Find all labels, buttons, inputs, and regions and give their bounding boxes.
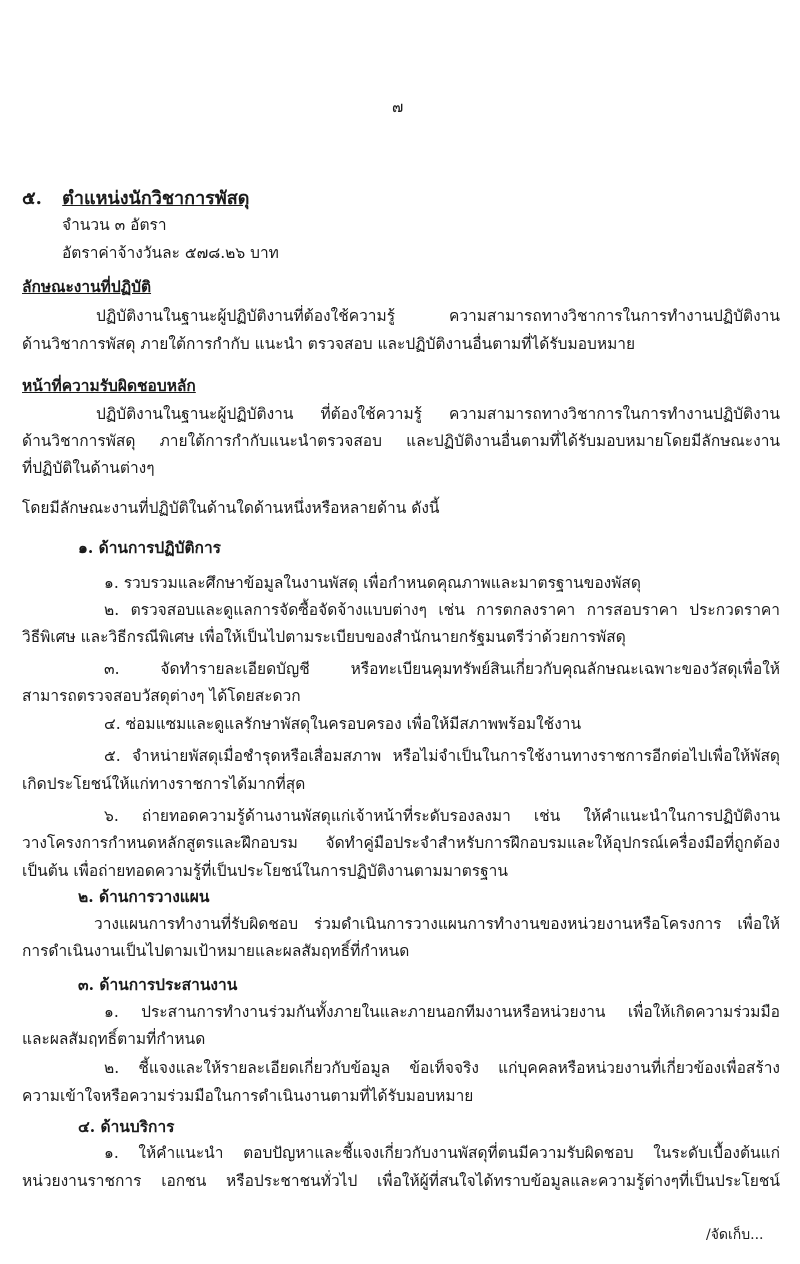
section-heading: ๑. ด้านการปฏิบัติการ xyxy=(78,538,221,557)
section-heading: ๔. ด้านบริการ xyxy=(78,1117,175,1136)
section-heading: ๓. ด้านการประสานงาน xyxy=(78,975,238,994)
page-number: ๗ xyxy=(392,98,404,116)
section-heading: ๒. ด้านการวางแผน xyxy=(78,887,210,906)
section-line: วางโครงการกำหนดหลักสูตรและฝึกอบรม จัดทำคู่มือประจำสำหรับการฝึกอบรมและให้อุปกรณ์เครื่องมือที่ถูกต้อง xyxy=(22,834,780,852)
section-line: วางแผนการทำงานที่รับผิดชอบ ร่วมดำเนินการวางแผนการทำงานของหน่วยงานหรือโครงการ เพื่อให้ xyxy=(94,915,780,933)
section-line: ๓. จัดทำรายละเอียดบัญชี หรือทะเบียนคุมทรัพย์สินเกี่ยวกับคุณลักษณะเฉพาะของวัสดุเพื่อให้ xyxy=(104,660,780,678)
section-line: เป็นต้น เพื่อถ่ายทอดความรู้ที่เป็นประโยชน์ในการปฏิบัติงานตามมาตรฐาน xyxy=(22,862,508,880)
section-line: ความเข้าใจหรือความร่วมมือในการดำเนินงานตามที่ได้รับมอบหมาย xyxy=(22,1087,474,1105)
section-line: ๔. ซ่อมแซมและดูแลรักษาพัสดุในครอบครอง เพื่อให้มีสภาพพร้อมใช้งาน xyxy=(104,715,582,733)
position-count: จำนวน ๓ อัตรา xyxy=(62,216,167,234)
section-line: หน่วยงานราชการ เอกชน หรือประชาชนทั่วไป เพื่อให้ผู้ที่สนใจได้ทราบข้อมูลและความรู้ต่างๆที่เป็นประโยชน์ xyxy=(22,1172,780,1190)
section-line: ๑. ประสานการทำงานร่วมกันทั้งภายในและภายนอกทีมงานหรือหน่วยงาน เพื่อให้เกิดความร่วมมือ xyxy=(104,1003,780,1021)
responsibilities-line: ที่ปฏิบัติในด้านต่างๆ xyxy=(22,459,155,477)
job-nature-line: ปฏิบัติงานในฐานะผู้ปฏิบัติงานที่ต้องใช้ความรู้ ความสามารถทางวิชาการในการทำงานปฏิบัติงาน xyxy=(96,307,780,325)
section-line: และผลสัมฤทธิ์ตามที่กำหนด xyxy=(22,1030,206,1048)
section-line: ๒. ชี้แจงและให้รายละเอียดเกี่ยวกับข้อมูล ข้อเท็จจริง แก่บุคคลหรือหน่วยงานที่เกี่ยวข้องเพื่อสร้าง xyxy=(104,1059,780,1077)
section-line: ๑. รวบรวมและศึกษาข้อมูลในงานพัสดุ เพื่อกำหนดคุณภาพและมาตรฐานของพัสดุ xyxy=(104,574,641,592)
position-number: ๕. xyxy=(22,188,42,209)
section-line: วิธีพิเศษ และวิธีกรณีพิเศษ เพื่อให้เป็นไปตามระเบียบของสำนักนายกรัฐมนตรีว่าด้วยการพัสดุ xyxy=(22,628,626,646)
section-line: เกิดประโยชน์ให้แก่ทางราชการได้มากที่สุด xyxy=(22,775,306,793)
responsibilities-heading: หน้าที่ความรับผิดชอบหลัก xyxy=(22,376,196,395)
responsibilities-line: ปฏิบัติงานในฐานะผู้ปฏิบัติงาน ที่ต้องใช้ความรู้ ความสามารถทางวิชาการในการทำงานปฏิบัติงาน xyxy=(96,405,780,423)
position-title: ตำแหน่งนักวิชาการพัสดุ xyxy=(62,188,250,209)
position-heading xyxy=(22,188,249,210)
job-nature-line: ด้านวิชาการพัสดุ ภายใต้การกำกับ แนะนำ ตรวจสอบ และปฏิบัติงานอื่นตามที่ได้รับมอบหมาย xyxy=(22,335,636,353)
job-nature-heading: ลักษณะงานที่ปฏิบัติ xyxy=(22,277,152,296)
responsibilities-intro: โดยมีลักษณะงานที่ปฏิบัติในด้านใดด้านหนึ่งหรือหลายด้าน ดังนี้ xyxy=(22,499,440,517)
position-wage: อัตราค่าจ้างวันละ ๕๗๘.๒๖ บาท xyxy=(62,244,279,262)
responsibilities-line: ด้านวิชาการพัสดุ ภายใต้การกำกับแนะนำตรวจสอบ และปฏิบัติงานอื่นตามที่ได้รับมอบหมายโดยมีลักษณะงาน xyxy=(22,432,780,450)
section-line: ๖. ถ่ายทอดความรู้ด้านงานพัสดุแก่เจ้าหน้าที่ระดับรองลงมา เช่น ให้คำแนะนำในการปฏิบัติงาน xyxy=(104,807,780,825)
continuation-footer: /จัดเก็บ... xyxy=(706,1227,764,1243)
section-line: สามารถตรวจสอบวัสดุต่างๆ ได้โดยสะดวก xyxy=(22,687,301,705)
section-line: ๕. จำหน่ายพัสดุเมื่อชำรุดหรือเสื่อมสภาพ หรือไม่จำเป็นในการใช้งานทางราชการอีกต่อไปเพื่อให้พัสดุ xyxy=(104,747,780,765)
section-line: การดำเนินงานเป็นไปตามเป้าหมายและผลสัมฤทธิ์ที่กำหนด xyxy=(22,942,410,960)
section-line: ๒. ตรวจสอบและดูแลการจัดซื้อจัดจ้างแบบต่างๆ เช่น การตกลงราคา การสอบราคา ประกวดราคา xyxy=(104,601,780,619)
section-line: ๑. ให้คำแนะนำ ตอบปัญหาและชี้แจงเกี่ยวกับงานพัสดุที่ตนมีความรับผิดชอบ ในระดับเบื้องต้นแก่ xyxy=(104,1144,780,1162)
